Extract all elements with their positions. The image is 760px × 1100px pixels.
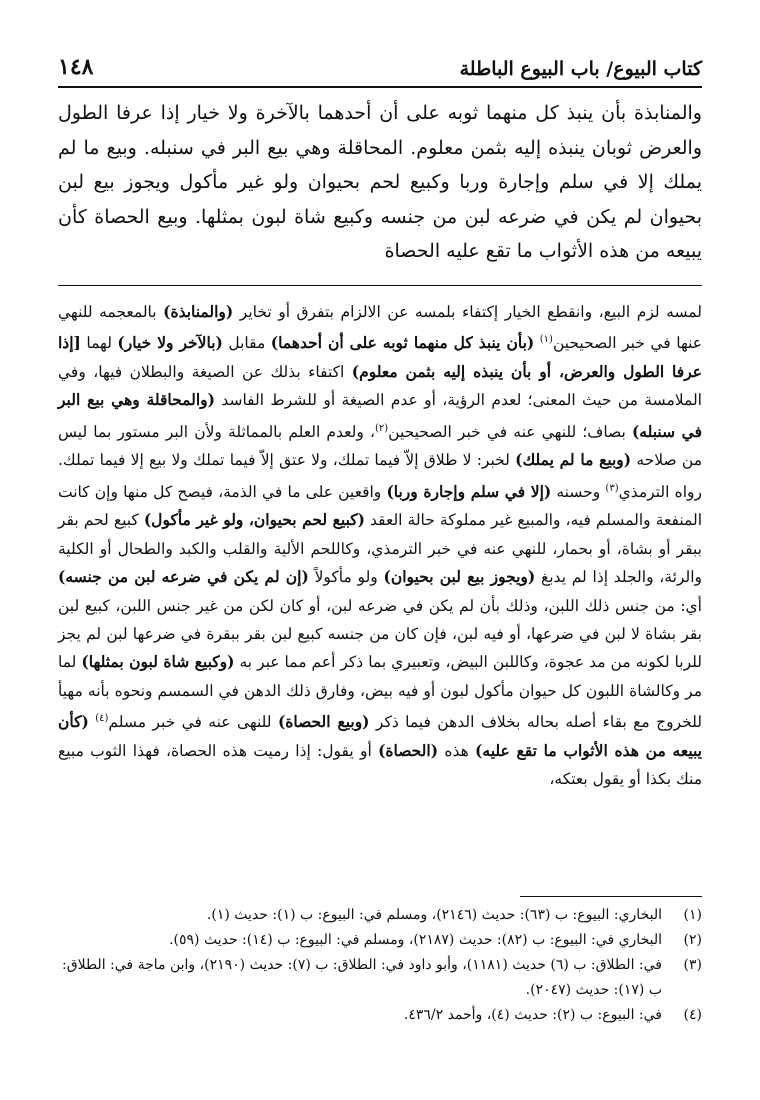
commentary-bold-run: (بالآخر ولا خيار) [117, 333, 223, 353]
footnote-marker: (٤) [95, 713, 109, 725]
commentary-bold-run: (كأن يبيعه من هذه الأثواب ما تقع عليه) [58, 712, 702, 760]
footnote-text: البخاري: البيوع: ب (٦٣): حديث (٢١٤٦)، ومسلم في: البيوع: ب (١): حديث (١). [206, 907, 662, 923]
commentary-run: بالمعجمه للنهي عنها في خبر الصحيحين [58, 303, 703, 353]
commentary-run: كبيع لحم بقر ببقر أو بشاة، أو بحمار، للنهي عنه في خبر الترمذي، وكاللحم الألية والقلب والكبد والطحال أو الكلية والرئة، والجلد إذا لم يدبغ [58, 511, 702, 587]
main-text-paragraph: والمنابذة بأن ينبذ كل منهما ثوبه على أن أحدهما بالآخرة ولا خيار إذا عرفا الطول والعرض ثوبان ينبذه إليه بثمن معلوم. المحاقلة وهي بيع البر في سنبله. وبيع ما لم يملك إلا في سلم وإجارة وربا وكبيع لحم بحيوان ولو غير مأكول ويجوز بيع لبن بحيوان لم يكن في ضرعه لبن من جنسه وكبيع شاة لبون بمثلها. وبيع الحصاة كأن يبيعه من هذه الأثواب ما تقع عليه الحصاة [58, 102, 702, 262]
commentary-paragraph [58, 298, 702, 794]
commentary-run: اكتفاء بذلك عن الصيغة والبطلان فيها، وفي الملامسة من حيث المعنى؛ لعدم الرؤية، أو عدم الصيغة أو للشرط الفاسد [58, 362, 702, 410]
footnote-marker: (١) [539, 334, 553, 346]
commentary-run: واقعين على ما في الذمة، فيصح كل منها وإن كانت المنفعة والمسلم فيه، والمبيع غير مملوكة حالة العقد [58, 482, 702, 530]
footnote-item [58, 1003, 702, 1028]
footnote-item [58, 903, 702, 928]
commentary-run: بصاف؛ للنهي عنه في خبر الصحيحين [388, 422, 632, 441]
commentary-run: هذه [438, 741, 476, 760]
commentary-bold-run: (كبيع لحم بحيوان، ولو غير مأكول) [143, 510, 365, 530]
page-number: ١٤٨ [58, 54, 94, 80]
footnote-number: (١) [683, 907, 702, 923]
footnote-rule [520, 896, 702, 897]
commentary-run: ، ولعدم العلم بالمماثلة ولأن البر مستور بما ليس من صلاحه [58, 422, 702, 470]
footnote-text: البخاري في: البيوع: ب (٨٢): حديث (٢١٨٧)، ومسلم في: البيوع: ب (١٤): حديث (٥٩). [169, 932, 662, 948]
footnote-number: (٤) [683, 1007, 702, 1023]
footnote-text: في: البيوع: ب (٢): حديث (٤)، وأحمد ٤٣٦/٢. [403, 1007, 662, 1023]
commentary-bold-run: (وكبيع شاة لبون بمثلها) [81, 652, 235, 672]
footnotes [58, 903, 702, 1028]
commentary-run: لهما [80, 334, 118, 353]
commentary-bold-run: (وبيع الحصاة) [277, 712, 370, 732]
commentary [58, 298, 702, 794]
commentary-bold-run: (إن لم يكن في ضرعه لبن من جنسه) [58, 567, 309, 587]
footnote-item [58, 953, 702, 1003]
commentary-bold-run: (بأن ينبذ كل منهما ثوبه على أن أحدهما) [270, 333, 535, 353]
commentary-run: لمسه لزم البيع، وانقطع الخيار إكتفاء بلمسه عن الالزام بتفرق أو تخاير [233, 303, 702, 321]
commentary-run: أي: من جنس ذلك اللبن، وذلك بأن لم يكن في ضرعه لبن، أو كان لكن من غير جنس اللبن، كبيع لبن بقر بشاة لا لبن في ضرعها، أو فيه لبن، فإن كان من جنسه كبيع لبن بقر ببقرة في ضرعها لبن لم يجز للربا لكونه من مد عجوة، وكاللبن البيض، وتعبيري بما ذكر أعم مما عبر به [58, 596, 702, 672]
commentary-run: ولو مأكولاً [308, 568, 384, 587]
main-text [58, 96, 702, 269]
footnote-item [58, 928, 702, 953]
commentary-run: وحسنه [551, 482, 606, 501]
commentary-bold-run: (الحصاة) [378, 740, 439, 760]
running-title: كتاب البيوع/ باب البيوع الباطلة [459, 58, 702, 80]
footnote-text: في: الطلاق: ب (٦) حديث (١١٨١)، وأبو داود في: الطلاق: ب (٧): حديث (٢١٩٠)، وابن ماجة في: الطلاق: ب (١٧): حديث (٢٠٤٧). [62, 957, 662, 998]
commentary-run: للنهى عنه في خبر مسلم [108, 713, 278, 732]
footnote-number: (٣) [683, 957, 702, 973]
page-header [58, 48, 702, 88]
commentary-run: أو يقول: إذا رميت هذه الحصاة، فهذا الثوب مبيع منك بكذا أو يقول بعتكه، [58, 741, 702, 789]
footnote-marker: (٢) [374, 422, 389, 434]
commentary-run: لخبر: لا طلاق إلاّ فيما تملك، ولا عتق إلاّ فيما تملك ولا بيع إلا فيما تملك. رواه الترمذي [58, 451, 702, 501]
commentary-run: مقابل [222, 334, 271, 353]
commentary-bold-run: (ويجوز بيع لبن بحيوان) [383, 567, 536, 587]
commentary-bold-run: (إلا في سلم وإجارة وربا) [386, 481, 552, 501]
commentary-bold-run: [إذا عرفا الطول والعرض، أو بأن ينبذه إليه بثمن معلوم) [58, 333, 702, 381]
commentary-bold-run: (والمنابذة) [163, 302, 234, 321]
commentary-run: لما مر وكالشاة اللبون كل حيوان مأكول لبون أو فيه بيض، وفارق ذلك الدهن في السمسم ونحوه بأنه مهيأ للخروج مع بقاء أصله بحاله بخلاف الدهن فيما ذكر [58, 653, 703, 732]
commentary-bold-run: (وبيع ما لم يملك) [515, 450, 632, 470]
separator-rule [58, 285, 702, 286]
commentary-bold-run: (والمحاقلة وهي بيع البر في سنبله) [58, 390, 703, 441]
footnote-marker: (٣) [605, 482, 619, 494]
footnote-number: (٢) [683, 932, 702, 948]
